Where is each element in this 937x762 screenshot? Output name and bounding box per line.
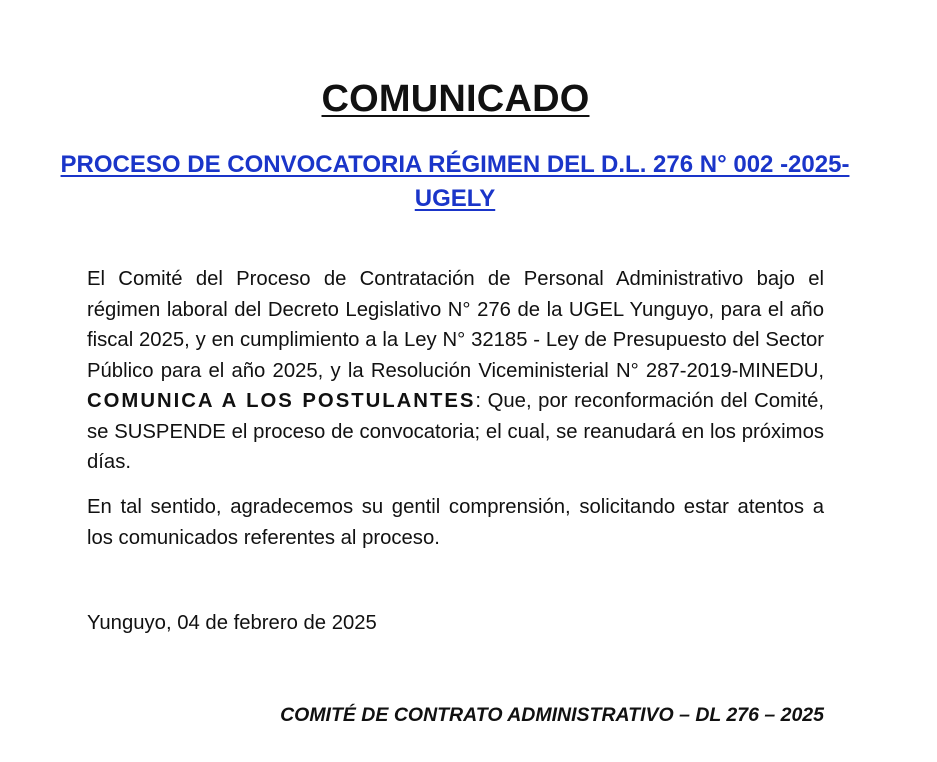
subtitle-link[interactable]: PROCESO DE CONVOCATORIA RÉGIMEN DEL D.L. 276 N° 002 -2025-UGELY [60, 151, 850, 212]
signature-line: COMITÉ DE CONTRATO ADMINISTRATIVO – DL 276 – 2025 [280, 704, 824, 726]
paragraph-main-emphasis: COMUNICA A LOS POSTULANTES [87, 390, 476, 412]
document-title: COMUNICADO [321, 78, 590, 120]
paragraph-main-intro: El Comité del Proceso de Contratación de Personal Administrativo bajo el régimen laboral del Decreto Legislativo N° 276 de la UGEL Yunguyo, para el año fiscal 2025, y en cumplimiento a la Ley N° 32185 - Ley de Presupuesto del Sector Público para el año 2025, y la Resolución Viceministerial N° 287-2019-MINEDU, [87, 268, 824, 382]
date-line: Yunguyo, 04 de febrero de 2025 [87, 612, 377, 634]
paragraph-main [87, 264, 824, 478]
paragraph-closing: En tal sentido, agradecemos su gentil comprensión, solicitando estar atentos a los comunicados referentes al proceso. [87, 496, 824, 549]
paragraph-main-conclusion: : Que, por reconformación del Comité, se SUSPENDE el proceso de convocatoria; el cual, se reanudará en los próximos días. [87, 390, 824, 473]
